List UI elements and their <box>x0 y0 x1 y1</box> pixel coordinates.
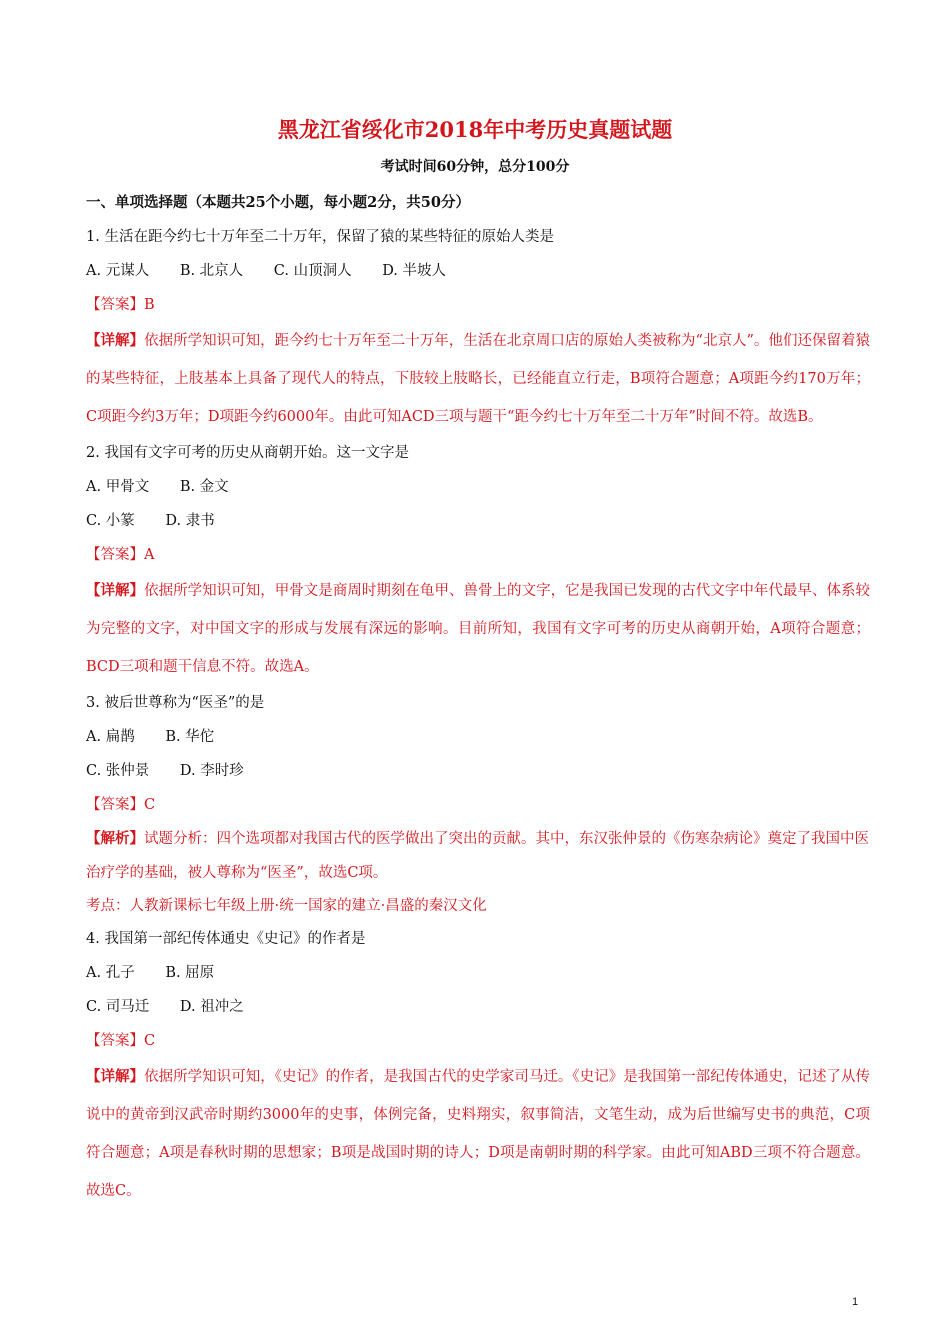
explanation-tag: 【详解】 <box>86 582 145 599</box>
exam-info: 考试时间60分钟，总分100分 <box>380 159 570 175</box>
section-heading: 一、单项选择题（本题共25个小题，每小题2分，共50分） <box>86 194 470 211</box>
option-c: C. 司马迁 <box>86 999 150 1015</box>
option-c: C. 小篆 <box>86 513 135 529</box>
question-1-answer: 【答案】B <box>86 297 155 313</box>
question-4-options-row-2 <box>86 990 870 1024</box>
explanation-text: 依据所学知识可知，距今约七十万年至二十万年，生活在北京周口店的原始人类被称为“北京人”。他们还保留着猿的某些特征，上肢基本上具备了现代人的特点，下肢较上肢略长，已经能直立行走，B项符合题意；A项距今约170万年；C项距今约3万年；D项距今约6000年。由此可知ACD三项与题干“距今约七十万年至二十万年”时间不符。故选B。 <box>86 333 871 425</box>
option-a: A. 扁鹊 <box>86 729 135 745</box>
question-3-stem: 3. 被后世尊称为“医圣”的是 <box>86 695 265 711</box>
document-body <box>86 186 870 1210</box>
question-3-options-row-2 <box>86 754 870 788</box>
question-1-explanation <box>86 322 870 436</box>
question-3-answer: 【答案】C <box>86 797 156 813</box>
question-4-options-row-1 <box>86 956 870 990</box>
option-b: B. 北京人 <box>179 263 244 279</box>
option-d: D. 半坡人 <box>382 263 447 279</box>
question-4-stem: 4. 我国第一部纪传体通史《史记》的作者是 <box>86 931 366 947</box>
question-3-knowledge-point: 考点：人教新课标七年级上册·统一国家的建立·昌盛的秦汉文化 <box>86 898 487 914</box>
document-title: 黑龙江省绥化市2018年中考历史真题试题 <box>277 117 673 142</box>
option-b: B. 屈原 <box>165 965 215 981</box>
question-2-options-row-1 <box>86 470 870 504</box>
question-3-options-row-1 <box>86 720 870 754</box>
explanation-text: 试题分析：四个选项都对我国古代的医学做出了突出的贡献。其中，东汉张仲景的《伤寒杂病论》奠定了我国中医治疗学的基础，被人尊称为“医圣”，故选C项。 <box>86 831 869 881</box>
question-3-explanation <box>86 822 870 890</box>
question-4-explanation <box>86 1058 870 1210</box>
option-b: B. 金文 <box>179 479 229 495</box>
option-a: A. 甲骨文 <box>86 479 150 495</box>
option-c: C. 张仲景 <box>86 763 150 779</box>
question-2-explanation <box>86 572 870 686</box>
question-1-options <box>86 254 870 288</box>
option-d: D. 祖冲之 <box>179 999 244 1015</box>
option-a: A. 元谋人 <box>86 263 150 279</box>
question-2-options-row-2 <box>86 504 870 538</box>
explanation-tag: 【详解】 <box>86 1068 145 1085</box>
option-b: B. 华佗 <box>165 729 215 745</box>
option-c: C. 山顶洞人 <box>273 263 352 279</box>
option-d: D. 李时珍 <box>179 763 244 779</box>
analysis-tag: 【解析】 <box>86 830 144 847</box>
explanation-text: 依据所学知识可知，《史记》的作者，是我国古代的史学家司马迁。《史记》是我国第一部纪传体通史，记述了从传说中的黄帝到汉武帝时期约3000年的史事，体例完备，史料翔实，叙事简洁，文笔生动，成为后世编写史书的典范，C项符合题意；A项是春秋时期的思想家；B项是战国时期的诗人；D项是南朝时期的科学家。由此可知ABD三项不符合题意。故选C。 <box>86 1069 870 1199</box>
option-a: A. 孔子 <box>86 965 135 981</box>
question-1-stem: 1. 生活在距今约七十万年至二十万年，保留了猿的某些特征的原始人类是 <box>86 229 554 245</box>
page-number: 1 <box>852 1296 859 1308</box>
question-4-answer: 【答案】C <box>86 1033 156 1049</box>
explanation-text: 依据所学知识可知，甲骨文是商周时期刻在龟甲、兽骨上的文字，它是我国已发现的古代文字中年代最早、体系较为完整的文字，对中国文字的形成与发展有深远的影响。目前所知，我国有文字可考的历史从商朝开始，A项符合题意；BCD三项和题干信息不符。故选A。 <box>86 583 870 675</box>
explanation-tag: 【详解】 <box>86 332 145 349</box>
option-d: D. 隶书 <box>165 513 215 529</box>
question-2-stem: 2. 我国有文字可考的历史从商朝开始。这一文字是 <box>86 445 409 461</box>
question-2-answer: 【答案】A <box>86 547 155 563</box>
